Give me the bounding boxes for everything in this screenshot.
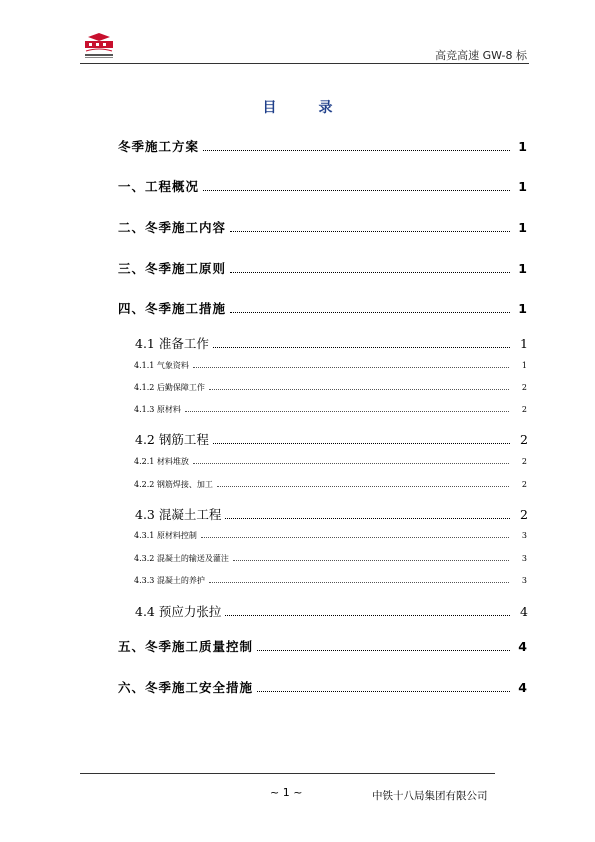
toc-entry-label: 一、工程概况	[118, 179, 200, 194]
toc-entry-page: 2	[521, 480, 527, 489]
header-project-title: 高竞高速 GW-8 标	[435, 49, 527, 62]
toc-entry-label: 4.1.1 气象资料	[134, 361, 189, 370]
toc-entry-page: 2	[521, 405, 527, 414]
toc-entry-page: 4	[520, 604, 528, 619]
toc-leader	[230, 223, 510, 232]
toc-entry-page: 1	[518, 261, 528, 276]
toc-entry-quality[interactable]	[0, 637, 595, 655]
toc-leader	[209, 384, 509, 390]
toc-leader	[203, 182, 510, 191]
toc-entry-page: 1	[518, 179, 528, 194]
toc-entry-4-1-1[interactable]	[0, 360, 595, 371]
toc-leader	[213, 435, 510, 444]
toc-entry-page: 1	[520, 336, 528, 351]
toc-entry-safety[interactable]	[0, 678, 595, 696]
toc-entry-4-3-3[interactable]	[0, 575, 595, 586]
toc-leader	[193, 362, 509, 368]
toc-entry-label: 冬季施工方案	[118, 139, 200, 154]
toc-entry-label: 四、冬季施工措施	[118, 301, 227, 316]
footer-page-number: ~ 1 ~	[270, 786, 303, 799]
toc-entry-page: 3	[521, 531, 527, 540]
toc-entry-label: 4.3 混凝土工程	[135, 507, 222, 522]
toc-leader	[193, 458, 509, 464]
toc-entry-page: 4	[518, 639, 528, 654]
toc-leader	[230, 304, 510, 313]
toc-entry-4-3-2[interactable]	[0, 553, 595, 564]
toc-entry-4-2-2[interactable]	[0, 479, 595, 490]
toc-entry-page: 1	[521, 361, 527, 370]
toc-entry-4-4[interactable]	[0, 602, 595, 620]
toc-entry-content[interactable]	[0, 218, 595, 236]
toc-entry-4-1-3[interactable]	[0, 404, 595, 415]
toc-leader	[257, 683, 510, 692]
toc-entry-page: 2	[520, 507, 528, 522]
toc-entry-label: 4.2 钢筋工程	[135, 432, 209, 447]
toc-entry-label: 4.3.3 混凝土的养护	[134, 576, 205, 585]
toc-entry-label: 4.2.1 材料堆放	[134, 457, 189, 466]
toc-entry-label: 4.3.1 原材料控制	[134, 531, 197, 540]
toc-entry-page: 3	[521, 576, 527, 585]
toc-heading-right: 录	[318, 100, 333, 116]
toc-entry-measures[interactable]	[0, 299, 595, 317]
toc-entry-plan[interactable]	[0, 137, 595, 155]
toc-entry-page: 3	[521, 554, 527, 563]
toc-leader	[217, 481, 509, 487]
toc-entry-page: 2	[521, 457, 527, 466]
toc-entry-principles[interactable]	[0, 259, 595, 277]
toc-entry-4-2[interactable]	[0, 430, 595, 448]
toc-entry-4-1-2[interactable]	[0, 382, 595, 393]
toc-entry-label: 4.2.2 钢筋焊接、加工	[134, 480, 213, 489]
toc-entry-label: 4.1.3 原材料	[134, 405, 181, 414]
footer-divider	[80, 773, 495, 774]
toc-entry-page: 2	[521, 383, 527, 392]
toc-entry-page: 2	[520, 432, 528, 447]
toc-leader	[213, 339, 510, 348]
footer-company-name: 中铁十八局集团有限公司	[372, 790, 488, 802]
company-logo	[82, 33, 116, 61]
toc-entry-label: 二、冬季施工内容	[118, 220, 227, 235]
toc-entry-label: 4.3.2 混凝土的输送及灌注	[134, 554, 229, 563]
toc-entry-label: 4.4 预应力张拉	[135, 604, 222, 619]
toc-leader	[201, 532, 509, 538]
toc-entry-label: 4.1 准备工作	[135, 336, 209, 351]
toc-heading-left: 目	[262, 100, 277, 116]
toc-leader	[185, 406, 509, 412]
toc-entry-page: 1	[518, 220, 528, 235]
toc-entry-page: 4	[518, 680, 528, 695]
toc-leader	[257, 642, 510, 651]
header-divider	[80, 63, 529, 64]
toc-leader	[230, 264, 510, 273]
toc-leader	[225, 510, 510, 519]
toc-entry-4-1[interactable]	[0, 334, 595, 352]
toc-entry-label: 五、冬季施工质量控制	[118, 639, 254, 654]
toc-leader	[233, 555, 509, 561]
toc-entry-label: 三、冬季施工原则	[118, 261, 227, 276]
toc-entry-4-2-1[interactable]	[0, 456, 595, 467]
toc-entry-overview[interactable]	[0, 177, 595, 195]
toc-leader	[209, 577, 509, 583]
toc-entry-label: 4.1.2 后勤保障工作	[134, 383, 205, 392]
toc-entry-page: 1	[518, 301, 528, 316]
toc-leader	[225, 607, 510, 616]
toc-entry-label: 六、冬季施工安全措施	[118, 680, 254, 695]
toc-leader	[203, 142, 510, 151]
toc-heading	[0, 97, 595, 117]
toc-entry-page: 1	[518, 139, 528, 154]
toc-entry-4-3-1[interactable]	[0, 530, 595, 541]
toc-entry-4-3[interactable]	[0, 505, 595, 523]
